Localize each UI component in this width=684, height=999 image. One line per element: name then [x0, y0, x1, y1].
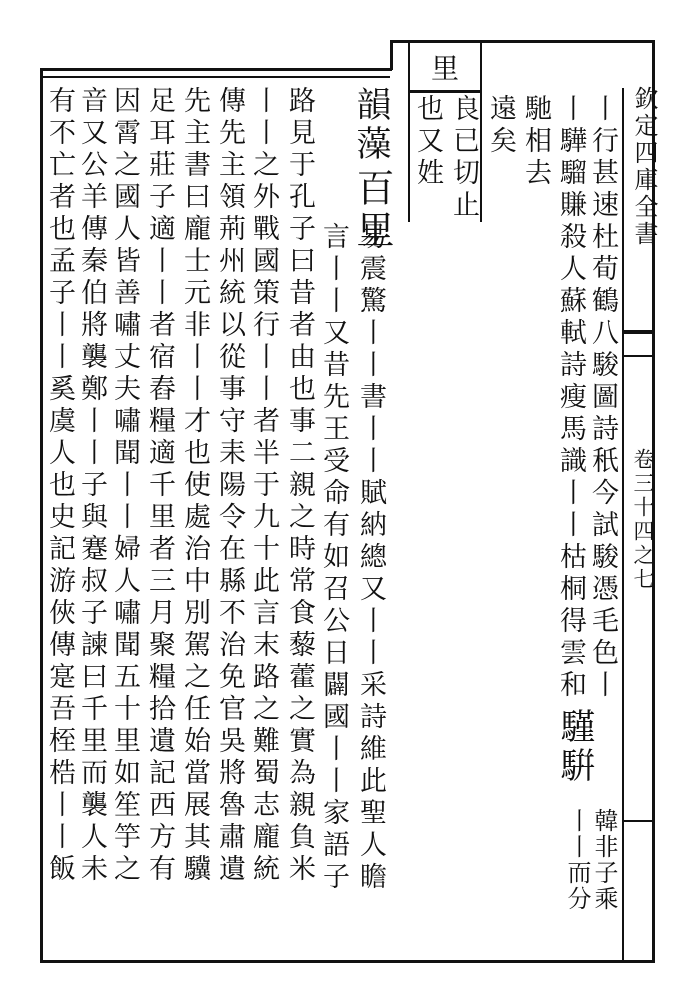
text-column-16: 有不亡者也孟子丨丨奚虞人也史記游俠傳寔吾桎梏丨丨飯	[44, 86, 75, 886]
text-column-2a: 騹騈	[555, 708, 595, 786]
margin-title: 欽定四庫全書	[630, 86, 658, 248]
text-column-15: 音又公羊傳秦伯將襲鄭丨丨子與蹇叔子諫曰千里而襲人未	[76, 86, 107, 886]
text-column-2c: 丨丨而分	[563, 808, 591, 912]
text-column-4: 遠矣	[485, 94, 516, 158]
text-column-2b: 韓非子乘	[590, 808, 618, 912]
margin-fishtail-upper	[624, 330, 652, 334]
frame-left	[40, 68, 43, 963]
text-column-13: 足耳莊子適丨丨者宿舂糧適千里者三月聚糧拾遺記西方有	[144, 86, 175, 886]
text-column-12: 先主書曰龐士元非丨丨才也使處治中別駕之任始當展其驥	[179, 86, 210, 886]
text-column-14: 因霄之國人皆善嘯丈夫嘯聞丨丨婦人嘯聞五十里如笙竽之	[109, 86, 140, 886]
text-column-8: 言丨丨又昔先王受命有如召公日闢國丨丨家語子	[318, 222, 349, 894]
margin-fishtail-base	[624, 820, 652, 822]
frame-top-inner	[40, 76, 390, 78]
text-column-9: 路見于孔子曰昔者由也事二親之時常食藜藿之實為親負米	[284, 86, 315, 886]
text-column-3: 馳相去	[520, 94, 551, 190]
frame-bottom	[40, 960, 652, 963]
text-column-5: 良已切止	[448, 94, 479, 222]
tab-divider-right	[480, 42, 482, 222]
text-column-7c: 易震驚丨丨書丨丨賦納總又丨丨采詩維此聖人瞻	[355, 222, 386, 894]
text-column-11: 傳先主領荊州統以從事守耒陽令在縣不治免官吳將魯肅遺	[214, 86, 245, 886]
text-column-1b: 丨驊騮賺殺人蘇軾詩瘦馬識丨丨枯桐得雲和	[555, 94, 586, 702]
header-tab-li: 里	[410, 44, 480, 93]
margin-fishtail-lower	[624, 355, 652, 357]
margin-divider	[622, 88, 624, 963]
text-column-10: 丨丨之外戰國策行丨丨者半于九十此言末路之難蜀志龐統	[248, 86, 279, 886]
headword-baili: 百里	[350, 168, 394, 252]
frame-step	[390, 40, 393, 70]
text-column-1a: 丨行甚速杜荀鶴八駿圖詩秖今試駿憑毛色丨	[587, 94, 618, 702]
frame-top-right	[392, 40, 654, 43]
headword-yunzao: 韻藻	[351, 86, 391, 164]
text-column-6: 也又姓	[412, 94, 443, 190]
frame-top-left	[40, 68, 392, 71]
volume-label: 卷三十四之七	[631, 448, 655, 592]
